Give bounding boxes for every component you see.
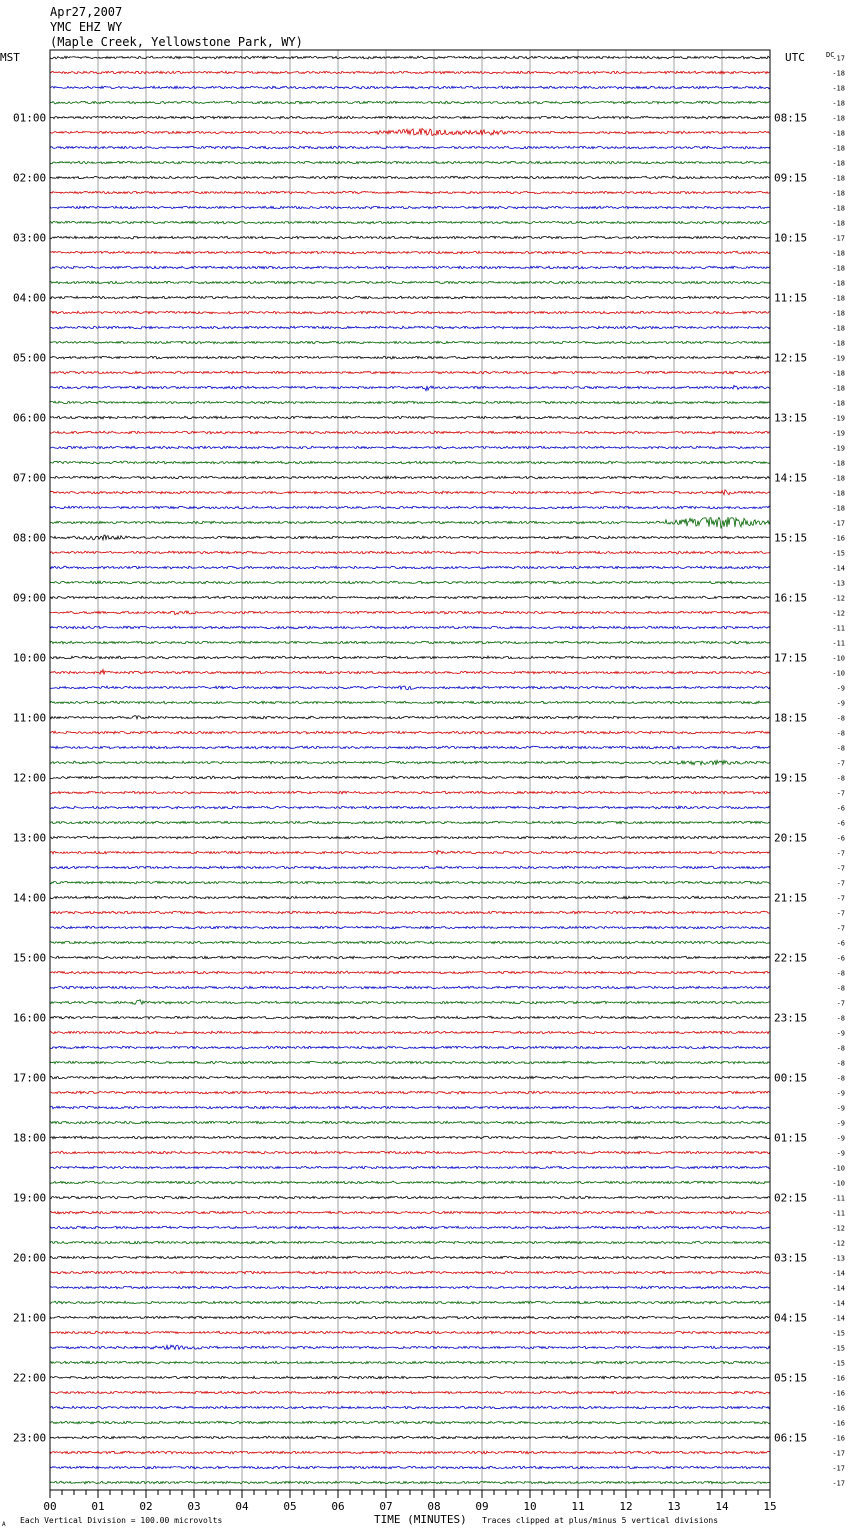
mst-hour-label: 19:00 [13, 1191, 47, 1205]
time-axis [43, 1490, 776, 1513]
dc-offset-label: -18 [832, 369, 845, 378]
trace-line [50, 446, 770, 449]
trace-line [50, 1046, 770, 1049]
dc-offset-label: -7 [836, 879, 845, 888]
trace-line [50, 596, 770, 599]
dc-offset-label: -17 [832, 1479, 845, 1488]
dc-offset-label: -15 [832, 1344, 845, 1353]
utc-hour-label: 15:15 [774, 531, 808, 545]
utc-hour-labels [774, 112, 807, 1445]
dc-offset-label: -11 [832, 624, 845, 633]
dc-offset-label: -6 [836, 834, 845, 843]
dc-offset-label: -8 [836, 969, 845, 978]
dc-offset-label: -18 [832, 384, 845, 393]
dc-offset-label: -19 [832, 414, 845, 423]
trace-line [50, 670, 770, 675]
trace-line [50, 490, 770, 495]
dc-offset-label: -14 [832, 1269, 845, 1278]
dc-offset-label: -17 [832, 1464, 845, 1473]
x-tick-label: 12 [619, 1500, 633, 1513]
dc-offset-label: -6 [836, 939, 845, 948]
dc-offset-label: -8 [836, 1074, 845, 1083]
trace-line [50, 1451, 770, 1454]
trace-line [50, 341, 770, 344]
mst-hour-label: 01:00 [13, 111, 47, 125]
x-tick-label: 08 [427, 1500, 441, 1513]
trace-line [50, 146, 770, 149]
trace-line [50, 1316, 770, 1319]
dc-offset-label: -12 [832, 1224, 845, 1233]
dc-offset-label: -16 [832, 1434, 845, 1443]
trace-line [50, 191, 770, 194]
trace-line [50, 1241, 770, 1244]
dc-offset-labels [832, 55, 845, 1488]
dc-offset-label: -8 [836, 729, 845, 738]
trace-line [50, 1301, 770, 1304]
dc-offset-label: -17 [832, 234, 845, 243]
trace-line [50, 1256, 770, 1259]
trace-line [50, 1151, 770, 1154]
trace-line [50, 896, 770, 899]
trace-line [50, 236, 770, 239]
trace-line [50, 1226, 770, 1229]
trace-line [50, 401, 770, 404]
dc-offset-label: -18 [832, 339, 845, 348]
x-tick-label: 03 [187, 1500, 201, 1513]
trace-line [50, 836, 770, 839]
trace-line [50, 581, 770, 584]
dc-offset-label: -15 [832, 1359, 845, 1368]
mst-hour-label: 04:00 [13, 291, 47, 305]
trace-line [50, 941, 770, 944]
dc-offset-label: -16 [832, 1404, 845, 1413]
trace-line [50, 1000, 770, 1005]
trace-line [50, 431, 770, 434]
trace-line [50, 1076, 770, 1079]
trace-line [50, 760, 770, 765]
footer-mark: A [2, 1521, 6, 1528]
mst-hour-label: 13:00 [13, 831, 47, 845]
dc-offset-label: -12 [832, 609, 845, 618]
trace-line [50, 128, 770, 135]
trace-line [50, 881, 770, 884]
dc-offset-label: -18 [832, 219, 845, 228]
trace-line [50, 1345, 770, 1349]
x-tick-label: 13 [667, 1500, 681, 1513]
mst-hour-label: 22:00 [13, 1371, 47, 1385]
trace-line [50, 776, 770, 779]
mst-hour-labels [13, 112, 46, 1445]
mst-hour-label: 23:00 [13, 1431, 47, 1445]
dc-offset-label: -7 [836, 909, 845, 918]
dc-offset-label: -11 [832, 1194, 845, 1203]
clipping-note: Traces clipped at plus/minus 5 vertical divisions [482, 1516, 719, 1525]
dc-offset-label: -7 [836, 894, 845, 903]
vertical-division-note: Each Vertical Division = 100.00 microvolts [20, 1516, 223, 1525]
dc-offset-label: -6 [836, 954, 845, 963]
dc-offset-label: -6 [836, 804, 845, 813]
utc-hour-label: 20:15 [774, 831, 808, 845]
utc-hour-label: 00:15 [774, 1071, 808, 1085]
utc-hour-label: 16:15 [774, 591, 808, 605]
plot-frame [50, 50, 770, 1490]
dc-offset-label: -14 [832, 1314, 845, 1323]
x-tick-label: 04 [235, 1500, 249, 1513]
mst-hour-label: 06:00 [13, 411, 47, 425]
trace-line [50, 850, 770, 854]
trace-line [50, 1376, 770, 1379]
trace-line [50, 326, 770, 329]
dc-offset-label: -8 [836, 1044, 845, 1053]
dc-offset-label: -8 [836, 774, 845, 783]
utc-hour-label: 14:15 [774, 471, 808, 485]
mst-hour-label: 15:00 [13, 951, 47, 965]
dc-offset-label: -18 [832, 84, 845, 93]
dc-offset-label: -7 [836, 999, 845, 1008]
trace-line [50, 535, 770, 540]
dc-offset-label: -18 [832, 489, 845, 498]
trace-line [50, 1286, 770, 1289]
dc-offset-label: -16 [832, 1374, 845, 1383]
x-tick-label: 10 [523, 1500, 537, 1513]
utc-label: UTC [785, 51, 805, 64]
dc-offset-label: -17 [832, 519, 845, 528]
trace-line [50, 86, 770, 89]
trace-line [50, 1391, 770, 1394]
dc-offset-label: -7 [836, 864, 845, 873]
mst-hour-label: 08:00 [13, 531, 47, 545]
utc-hour-label: 09:15 [774, 171, 808, 185]
mst-hour-label: 21:00 [13, 1311, 47, 1325]
trace-line [50, 311, 770, 314]
trace-line [50, 566, 770, 569]
trace-line [50, 956, 770, 959]
trace-line [50, 641, 770, 644]
dc-offset-label: -17 [832, 54, 845, 63]
dc-offset-label: -9 [836, 1149, 845, 1158]
dc-offset-label: -10 [832, 669, 845, 678]
mst-hour-label: 20:00 [13, 1251, 47, 1265]
trace-line [50, 1031, 770, 1034]
dc-offset-label: -13 [832, 1254, 845, 1263]
time-axis-label: TIME (MINUTES) [374, 1513, 467, 1526]
trace-line [50, 791, 770, 794]
utc-hour-label: 06:15 [774, 1431, 808, 1445]
dc-offset-label: -7 [836, 924, 845, 933]
x-tick-label: 14 [715, 1500, 729, 1513]
dc-offset-label: -18 [832, 174, 845, 183]
trace-line [50, 517, 770, 528]
utc-hour-label: 10:15 [774, 231, 808, 245]
utc-hour-label: 19:15 [774, 771, 808, 785]
dc-offset-label: -16 [832, 1419, 845, 1428]
dc-offset-label: -7 [836, 789, 845, 798]
minute-grid [98, 50, 722, 1490]
trace-group [50, 56, 770, 1484]
trace-line [50, 626, 770, 629]
trace-line [50, 1106, 770, 1109]
dc-offset-label: -18 [832, 504, 845, 513]
dc-offset-label: -8 [836, 984, 845, 993]
location-title: (Maple Creek, Yellowstone Park, WY) [50, 35, 303, 49]
dc-offset-label: -13 [832, 579, 845, 588]
trace-line [50, 746, 770, 749]
x-tick-label: 09 [475, 1500, 489, 1513]
dc-offset-label: -18 [832, 279, 845, 288]
dc-offset-label: -18 [832, 129, 845, 138]
trace-line [50, 1481, 770, 1484]
trace-line [50, 56, 770, 59]
dc-offset-label: -8 [836, 1014, 845, 1023]
utc-hour-label: 12:15 [774, 351, 808, 365]
dc-offset-label: -8 [836, 714, 845, 723]
utc-hour-label: 23:15 [774, 1011, 808, 1025]
trace-line [50, 206, 770, 209]
dc-offset-label: -18 [832, 99, 845, 108]
trace-line [50, 1271, 770, 1274]
trace-line [50, 1361, 770, 1364]
trace-line [50, 1421, 770, 1424]
dc-offset-label: -14 [832, 564, 845, 573]
mst-hour-label: 03:00 [13, 231, 47, 245]
dc-offset-label: -16 [832, 534, 845, 543]
trace-line [50, 716, 770, 719]
dc-offset-label: -18 [832, 324, 845, 333]
dc-offset-label: -18 [832, 474, 845, 483]
trace-line [50, 266, 770, 269]
trace-line [50, 176, 770, 179]
station-title: YMC EHZ WY [50, 20, 123, 34]
dc-offset-label: -9 [836, 1089, 845, 1098]
dc-offset-label: -19 [832, 354, 845, 363]
dc-offset-label: -17 [832, 1449, 845, 1458]
dc-offset-label: -19 [832, 444, 845, 453]
x-tick-label: 00 [43, 1500, 57, 1513]
utc-hour-label: 01:15 [774, 1131, 808, 1145]
trace-line [50, 926, 770, 929]
dc-offset-label: -9 [836, 1134, 845, 1143]
date-title: Apr27,2007 [50, 5, 123, 19]
utc-hour-label: 02:15 [774, 1191, 808, 1205]
utc-hour-label: 21:15 [774, 891, 808, 905]
trace-line [50, 1196, 770, 1199]
trace-line [50, 116, 770, 119]
mst-hour-label: 02:00 [13, 171, 47, 185]
dc-offset-label: -8 [836, 744, 845, 753]
mst-hour-label: 05:00 [13, 351, 47, 365]
mst-hour-label: 18:00 [13, 1131, 47, 1145]
dc-offset-label: -11 [832, 1209, 845, 1218]
dc-offset-label: -14 [832, 1299, 845, 1308]
trace-line [50, 971, 770, 974]
utc-hour-label: 17:15 [774, 651, 808, 665]
trace-line [50, 1016, 770, 1019]
trace-line [50, 1181, 770, 1184]
dc-offset-label: -10 [832, 654, 845, 663]
dc-offset-label: -9 [836, 1104, 845, 1113]
trace-line [50, 731, 770, 734]
trace-line [50, 101, 770, 104]
mst-hour-label: 14:00 [13, 891, 47, 905]
trace-line [50, 296, 770, 299]
dc-offset-label: -9 [836, 1029, 845, 1038]
mst-hour-label: 17:00 [13, 1071, 47, 1085]
dc-offset-label: -10 [832, 1164, 845, 1173]
utc-hour-label: 13:15 [774, 411, 808, 425]
trace-line [50, 611, 770, 615]
x-tick-label: 05 [283, 1500, 297, 1513]
trace-line [50, 506, 770, 509]
dc-offset-label: -18 [832, 114, 845, 123]
trace-line [50, 1121, 770, 1124]
utc-hour-label: 18:15 [774, 711, 808, 725]
dc-offset-label: -18 [832, 294, 845, 303]
dc-offset-label: -7 [836, 849, 845, 858]
x-tick-label: 11 [571, 1500, 585, 1513]
dc-offset-label: -6 [836, 819, 845, 828]
trace-line [50, 986, 770, 989]
trace-line [50, 1091, 770, 1094]
dc-offset-label: -18 [832, 204, 845, 213]
dc-offset-label: -18 [832, 144, 845, 153]
mst-label: MST [0, 51, 20, 64]
dc-label: DC [826, 51, 835, 59]
trace-line [50, 385, 770, 390]
trace-line [50, 1466, 770, 1469]
dc-offset-label: -15 [832, 1329, 845, 1338]
dc-offset-label: -14 [832, 1284, 845, 1293]
trace-line [50, 416, 770, 419]
dc-offset-label: -19 [832, 429, 845, 438]
dc-offset-label: -18 [832, 249, 845, 258]
utc-hour-label: 22:15 [774, 951, 808, 965]
trace-line [50, 551, 770, 554]
trace-line [50, 1166, 770, 1169]
trace-line [50, 476, 770, 479]
trace-line [50, 161, 770, 164]
trace-line [50, 866, 770, 869]
mst-hour-label: 09:00 [13, 591, 47, 605]
trace-line [50, 461, 770, 464]
trace-line [50, 806, 770, 809]
dc-offset-label: -18 [832, 159, 845, 168]
utc-hour-label: 08:15 [774, 111, 808, 125]
utc-hour-label: 04:15 [774, 1311, 808, 1325]
mst-hour-label: 07:00 [13, 471, 47, 485]
mst-hour-label: 16:00 [13, 1011, 47, 1025]
dc-offset-label: -18 [832, 189, 845, 198]
utc-hour-label: 05:15 [774, 1371, 808, 1385]
dc-offset-label: -18 [832, 399, 845, 408]
trace-line [50, 1436, 770, 1439]
dc-offset-label: -18 [832, 264, 845, 273]
x-tick-label: 06 [331, 1500, 345, 1513]
dc-offset-label: -12 [832, 594, 845, 603]
trace-line [50, 1211, 770, 1214]
dc-offset-label: -9 [836, 684, 845, 693]
x-tick-label: 15 [763, 1500, 777, 1513]
dc-offset-label: -7 [836, 759, 845, 768]
utc-hour-label: 03:15 [774, 1251, 808, 1265]
x-tick-label: 07 [379, 1500, 393, 1513]
dc-offset-label: -10 [832, 1179, 845, 1188]
trace-line [50, 701, 770, 704]
trace-line [50, 281, 770, 284]
dc-offset-label: -18 [832, 309, 845, 318]
dc-offset-label: -12 [832, 1239, 845, 1248]
x-tick-label: 02 [139, 1500, 153, 1513]
mst-hour-label: 11:00 [13, 711, 47, 725]
dc-offset-label: -11 [832, 639, 845, 648]
dc-offset-label: -18 [832, 459, 845, 468]
mst-hour-label: 10:00 [13, 651, 47, 665]
trace-line [50, 1331, 770, 1334]
trace-line [50, 356, 770, 359]
x-tick-label: 01 [91, 1500, 105, 1513]
dc-offset-label: -9 [836, 1119, 845, 1128]
trace-line [50, 686, 770, 690]
dc-offset-label: -18 [832, 69, 845, 78]
trace-line [50, 221, 770, 224]
trace-line [50, 1061, 770, 1064]
trace-line [50, 251, 770, 254]
trace-line [50, 1406, 770, 1409]
mst-hour-label: 12:00 [13, 771, 47, 785]
trace-line [50, 71, 770, 74]
trace-line [50, 1136, 770, 1139]
dc-offset-label: -16 [832, 1389, 845, 1398]
dc-offset-label: -15 [832, 549, 845, 558]
utc-hour-label: 11:15 [774, 291, 808, 305]
trace-line [50, 656, 770, 659]
dc-offset-label: -8 [836, 1059, 845, 1068]
trace-line [50, 821, 770, 824]
dc-offset-label: -9 [836, 699, 845, 708]
trace-line [50, 371, 770, 374]
trace-line [50, 911, 770, 914]
